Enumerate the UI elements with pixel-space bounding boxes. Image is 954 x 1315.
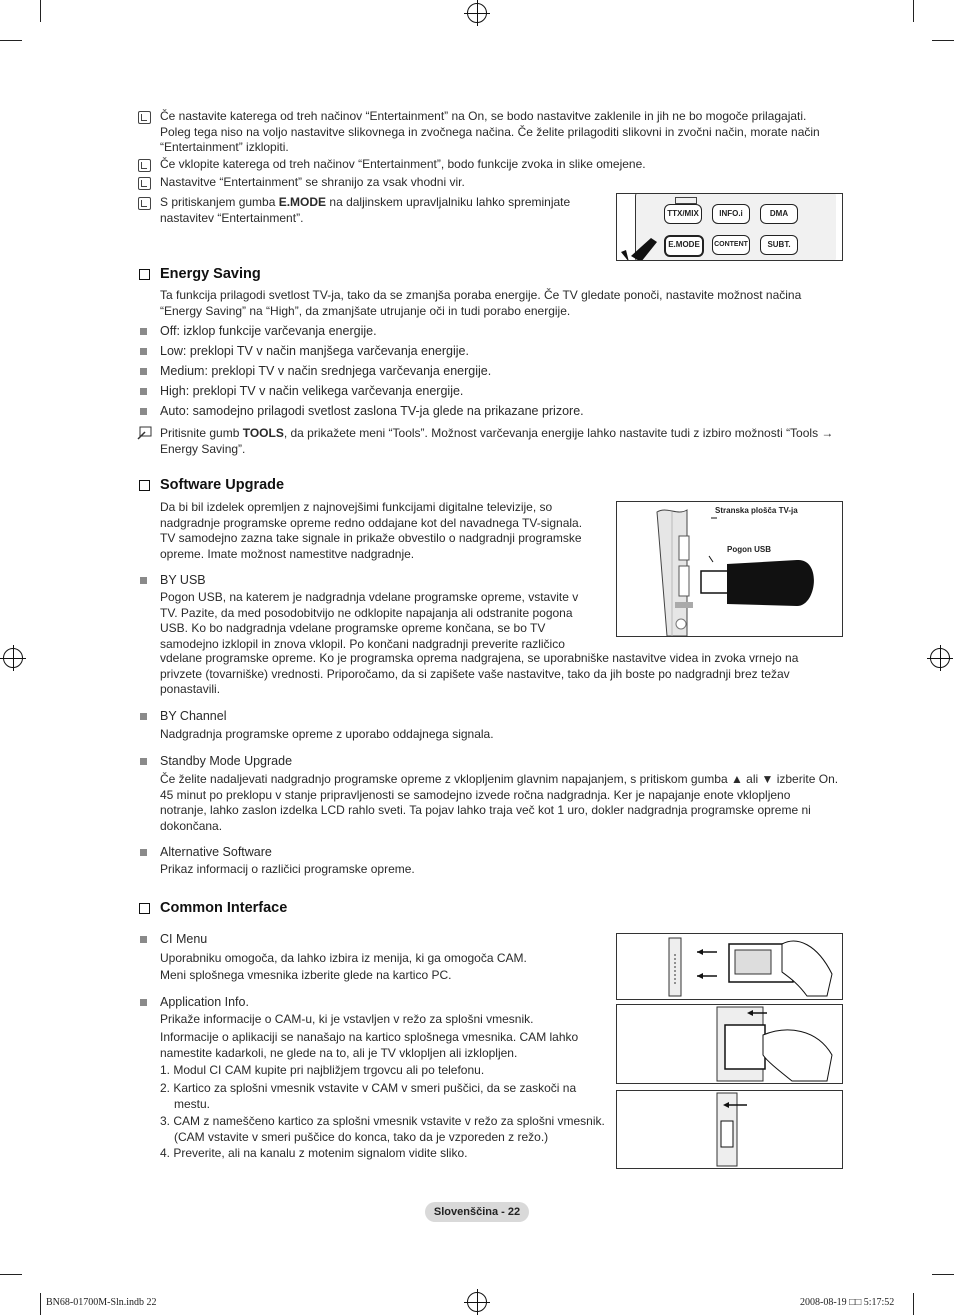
usb-title: BY USB	[160, 573, 206, 587]
usb-illustration	[617, 502, 842, 636]
bullet-icon	[140, 328, 147, 335]
tools-icon	[137, 426, 153, 440]
section-bullet-icon	[139, 269, 150, 280]
ci-card-insert-figure	[616, 933, 843, 1000]
note-icon	[138, 159, 151, 172]
bullet-icon	[140, 936, 147, 943]
note-text: Če nastavite katerega od treh načinov “Entertainment” na On, se bodo nastavitve zaklenile in jih ne bo mogoče prilagajati. Poleg tega niso na voljo nastavitve slikovnega in zvočnega načina. Če želite prilagoditi slikovni in zvočni način, morate način “Entertainment” izklopiti.	[160, 109, 820, 154]
energy-heading: Energy Saving	[160, 266, 261, 282]
info-button: INFO.i	[712, 204, 750, 224]
ttx-mix-button: TTX/MIX	[664, 204, 702, 224]
registration-mark	[930, 648, 950, 668]
file-name: BN68-01700M-Sln.indb 22	[46, 1297, 157, 1308]
registration-mark	[467, 3, 487, 23]
bullet-icon	[140, 999, 147, 1006]
section-bullet-icon	[139, 480, 150, 491]
ci-step: 1. Modul CI CAM kupite pri najbližjem trgovcu ali po telefonu.	[160, 1063, 485, 1077]
crop-mark	[40, 0, 41, 22]
energy-item: Auto: samodejno prilagodi svetlost zaslona TV-ja glede na prikazane prizore.	[160, 404, 584, 418]
bullet-icon	[140, 849, 147, 856]
content-button: CONTENT	[712, 235, 750, 255]
bullet-icon	[140, 368, 147, 375]
cam-insert-figure	[616, 1004, 843, 1084]
crop-mark	[0, 40, 22, 41]
app-info-title: Application Info.	[160, 995, 249, 1009]
usb-text-continued: vdelane programske opreme. Ko je programska oprema nadgrajena, se uporabniške nastavitve videa in zvoka vrnejo na privzete (tovarniške) vrednosti. Priporočamo, da si zapišete vaše nastavitve, tako da jih boste po nadgradnji brez težav ponastavili.	[160, 651, 799, 696]
registration-mark	[3, 648, 23, 668]
ci-heading: Common Interface	[160, 900, 288, 916]
ci-menu-text: Uporabniku omogoča, da lahko izbira iz menija, ki ga omogoča CAM. Meni splošnega vmesnika izberite glede na kartico PC.	[160, 951, 527, 982]
energy-item: Off: izklop funkcije varčevanja energije.	[160, 324, 377, 338]
crop-mark	[932, 40, 954, 41]
note-icon	[138, 197, 151, 210]
crop-mark	[0, 1274, 22, 1275]
cam-installed-illustration	[617, 1091, 842, 1168]
crop-mark	[913, 1293, 914, 1315]
bullet-icon	[140, 348, 147, 355]
alt-text: Prikaz informacij o različici programske opreme.	[160, 862, 415, 876]
bullet-icon	[140, 758, 147, 765]
usb-drive-label: Pogon USB	[727, 545, 771, 554]
crop-mark	[932, 1274, 954, 1275]
ci-menu-title: CI Menu	[160, 932, 208, 946]
energy-item: High: preklopi TV v način velikega varčevanja energije.	[160, 384, 464, 398]
alt-title: Alternative Software	[160, 845, 272, 859]
teletext-icon	[675, 197, 697, 204]
subt-button: SUBT.	[760, 235, 798, 255]
ci-step: 2. Kartico za splošni vmesnik vstavite v CAM v smeri puščici, da se zaskoči na mestu.	[160, 1081, 577, 1111]
page-number-badge: Slovenščina - 22	[425, 1202, 529, 1222]
crop-mark	[913, 0, 914, 22]
energy-desc: Ta funkcija prilagodi svetlost TV-ja, tako da se zmanjša poraba energije. Če TV gledate ponoči, nastavite možnost načina “Energy Saving” na “High”, da zmanjšate utrujanje oči in tudi porabo energije.	[160, 288, 802, 318]
registration-mark	[467, 1292, 487, 1312]
ci-card-illustration	[617, 934, 842, 999]
app-info-text: Informacije o aplikaciji se nanašajo na kartico splošnega vmesnika. CAM lahko namestite kadarkoli, ne glede na to, ali je TV vklopljen ali izklopljen.	[160, 1030, 579, 1060]
cam-installed-figure	[616, 1090, 843, 1169]
section-bullet-icon	[139, 903, 150, 914]
note-text: Če vklopite katerega od treh načinov “Entertainment”, bodo funkcije zvoka in slike omejene.	[160, 157, 646, 171]
e-mode-button: E.MODE	[664, 235, 704, 257]
cam-illustration	[617, 1005, 842, 1083]
dma-button: DMA	[760, 204, 798, 224]
note-icon	[138, 111, 151, 124]
ci-step: 3. CAM z nameščeno kartico za splošni vmesnik vstavite v režo za splošni vmesnik. (CAM vstavite v smeri puščice do konca, tako da je vzporeden z režo.)	[160, 1114, 605, 1144]
energy-item: Medium: preklopi TV v način srednjega varčevanja energije.	[160, 364, 492, 378]
software-desc: Da bi bil izdelek opremljen z najnovejšimi funkcijami digitalne televizije, so nadgradnje programske opreme redno oddajane kot del navadnega TV-signala. TV samodejno zazna take signale in prikaže obvestilo o nadgradnji programske opreme. Imate možnost namestitve nadgradnje.	[160, 500, 583, 561]
bullet-icon	[140, 713, 147, 720]
software-heading: Software Upgrade	[160, 477, 285, 493]
app-info-text: Prikaže informacije o CAM-u, ki je vstavljen v režo za splošni vmesnik.	[160, 1012, 534, 1026]
energy-item: Low: preklopi TV v način manjšega varčevanja energije.	[160, 344, 469, 358]
channel-title: BY Channel	[160, 709, 227, 723]
bullet-icon	[140, 577, 147, 584]
bullet-icon	[140, 408, 147, 415]
remote-control-figure	[616, 193, 843, 261]
usb-text: Pogon USB, na katerem je nadgradnja vdelane programske opreme, vstavite v TV. Pazite, da med posodobitvijo ne odklopite napajanja ali odstranite pogona USB. Ko bo nadgradnja vdelane programske opreme končana, se bo TV samodejno izklopil in znova vklopil. Po končani nadgradnji preverite različico	[160, 590, 579, 651]
crop-mark	[40, 1293, 41, 1315]
energy-tip: Pritisnite gumb TOOLS, da prikažete meni “Tools”. Možnost varčevanja energije lahko nastavite tudi z izbiro možnosti “Tools → Energy Saving”.	[160, 426, 834, 456]
note-icon	[138, 177, 151, 190]
bullet-icon	[140, 388, 147, 395]
print-date: 2008-08-19 □□ 5:17:52	[800, 1297, 895, 1308]
usb-side-panel-figure	[616, 501, 843, 637]
ci-step: 4. Preverite, ali na kanalu z motenim signalom vidite sliko.	[160, 1146, 468, 1160]
pointer-arrow-icon	[617, 232, 667, 261]
note-text: S pritiskanjem gumba E.MODE na daljinskem upravljalniku lahko spreminjate nastavitev “Entertainment”.	[160, 195, 571, 225]
standby-title: Standby Mode Upgrade	[160, 754, 293, 768]
standby-text: Če želite nadaljevati nadgradnjo programske opreme z vklopljenim glavnim napajanjem, s pritiskom gumba ▲ ali ▼ izberite On. 45 minut po preklopu v stanje pripravljenosti se samodejno izvede ročna nadgradnja. Ker je napajanje enote vklopljeno notranje, lahko zaslon izdelka LCD rahlo sveti. Ta pojav lahko traja več kot 1 uro, dokler nadgradnja programske opreme ni dokončana.	[160, 772, 839, 833]
side-panel-label: Stranska plošča TV-ja	[715, 506, 798, 515]
note-text: Nastavitve “Entertainment” se shranijo za vsak vhodni vir.	[160, 175, 465, 189]
channel-text: Nadgradnja programske opreme z uporabo oddajnega signala.	[160, 727, 494, 741]
